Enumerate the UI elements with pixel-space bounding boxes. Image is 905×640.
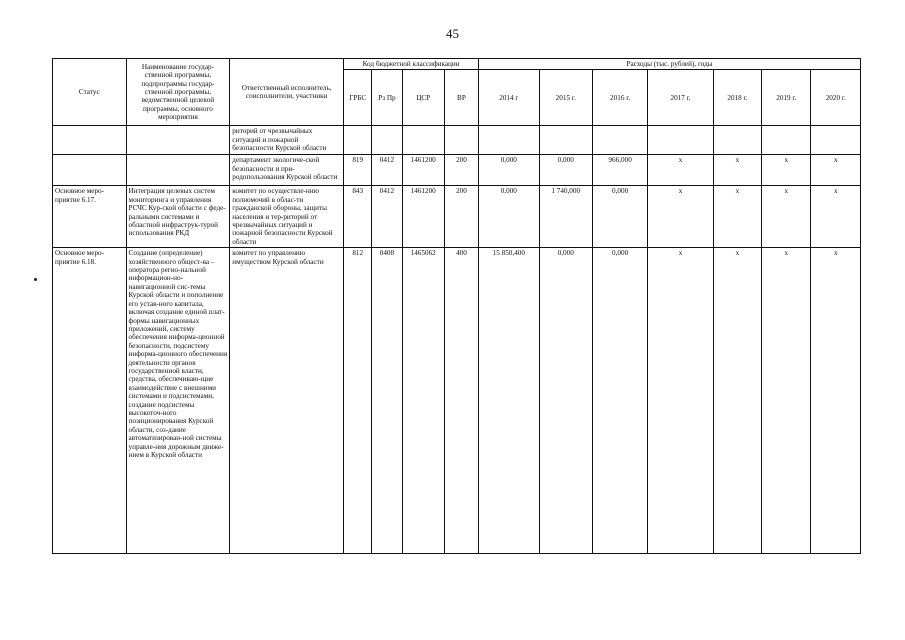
cell-value: 966,000 [592,155,647,186]
cell-value [592,126,647,155]
cell-grbs: 819 [344,155,372,186]
cell-value: x [811,248,861,554]
cell-grbs: 812 [344,248,372,554]
header-budget-code-group: Код бюджетной классификации [344,59,479,70]
header-csr: ЦСР [402,70,444,126]
cell-value [479,126,539,155]
cell-name [126,126,230,155]
cell-status [53,126,127,155]
cell-value: x [648,248,713,554]
scan-mark [34,278,37,281]
cell-name: Интеграция целевых систем мониторинга и управления РСЧС Кур-ской области с феде-ральными системами и областной инфраструк-турой использования РКД [126,186,230,248]
cell-value: x [648,155,713,186]
cell-value: 15 850,400 [479,248,539,554]
cell-vr: 200 [444,155,478,186]
cell-executor: комитет по управлению имуществом Курской области [230,248,344,554]
cell-value: 0,000 [592,248,647,554]
cell-value: x [762,186,811,248]
cell-csr: 1461200 [402,155,444,186]
cell-value [539,126,592,155]
table-row [53,248,861,554]
header-year: 2017 г. [648,70,713,126]
cell-value: 0,000 [479,155,539,186]
cell-value: 0,000 [539,248,592,554]
cell-value: x [713,248,761,554]
cell-value: 0,000 [479,186,539,248]
cell-value: x [762,248,811,554]
header-year: 2019 г. [762,70,811,126]
cell-rzpr: 0412 [372,186,402,248]
cell-value [762,126,811,155]
header-program-name: Наименование государ-ственной программы, подпрограммы государ-ственной программы, ведомственной целевой программы, основного мероприятия [126,59,230,126]
cell-vr: 200 [444,186,478,248]
header-year: 2020 г. [811,70,861,126]
budget-table [52,58,861,554]
header-grbs: ГРБС [344,70,372,126]
cell-value [648,126,713,155]
cell-value: 0,000 [592,186,647,248]
cell-name: Создание (определение) хозяйственного общест-ва – оператора регио-нальной информацион-но-навигационной сис-темы Курской области и пополнение его устав-ного капитала, включая создание единой плат-формы навигационных приложений, систему обеспечения информа-ционной безопасности, подсистему информа-ционного обеспечения деятельности органов государственной власти, средства, обеспечиваю-щие взаимодействие с внешними системами и подсистемами, создание подсистемы высокоточ-ного позиционирования Курской области, соз-дание автоматизирован-ной системы управле-ния дорожным движе-нием в Курской области [126,248,230,554]
cell-value [713,126,761,155]
cell-executor: департамент экологиче-ской безопасности и при-родопользования Курской области [230,155,344,186]
cell-status: Основное меро-приятие 6.18. [53,248,127,554]
page-number: 45 [446,26,459,41]
cell-name [126,155,230,186]
header-executor: Ответственный исполнитель, соисполнители, участники [230,59,344,126]
header-year: 2016 г. [592,70,647,126]
table-row [53,126,861,155]
header-year: 2014 г [479,70,539,126]
cell-value: x [713,186,761,248]
cell-grbs [344,126,372,155]
cell-csr: 1465062 [402,248,444,554]
cell-value: x [811,155,861,186]
cell-rzpr: 0408 [372,248,402,554]
cell-value: 0,000 [539,155,592,186]
cell-csr [402,126,444,155]
cell-rzpr [372,126,402,155]
cell-value: x [811,186,861,248]
cell-csr: 1461200 [402,186,444,248]
table-row [53,186,861,248]
header-year: 2015 г. [539,70,592,126]
header-vr: ВР [444,70,478,126]
cell-value [811,126,861,155]
cell-status: Основное меро-приятие 6.17. [53,186,127,248]
cell-value: x [713,155,761,186]
cell-value: 1 740,000 [539,186,592,248]
cell-vr [444,126,478,155]
header-rzpr: Рз Пр [372,70,402,126]
cell-status [53,155,127,186]
header-year: 2018 г. [713,70,761,126]
cell-grbs: 843 [344,186,372,248]
cell-executor: риторий от чрезвычайных ситуаций и пожарной безопасности Курской области [230,126,344,155]
table-row [53,155,861,186]
header-status: Статус [53,59,127,126]
cell-vr: 400 [444,248,478,554]
cell-value: x [648,186,713,248]
header-expenses-group: Расходы (тыс. рублей), годы [479,59,861,70]
cell-executor: комитет по осуществле-нию полномочий в облас-ти гражданской обороны, защиты населения и тер-риторий от чрезвычайных ситуаций и пожарной безопасности Курской области [230,186,344,248]
cell-rzpr: 0412 [372,155,402,186]
cell-value: x [762,155,811,186]
